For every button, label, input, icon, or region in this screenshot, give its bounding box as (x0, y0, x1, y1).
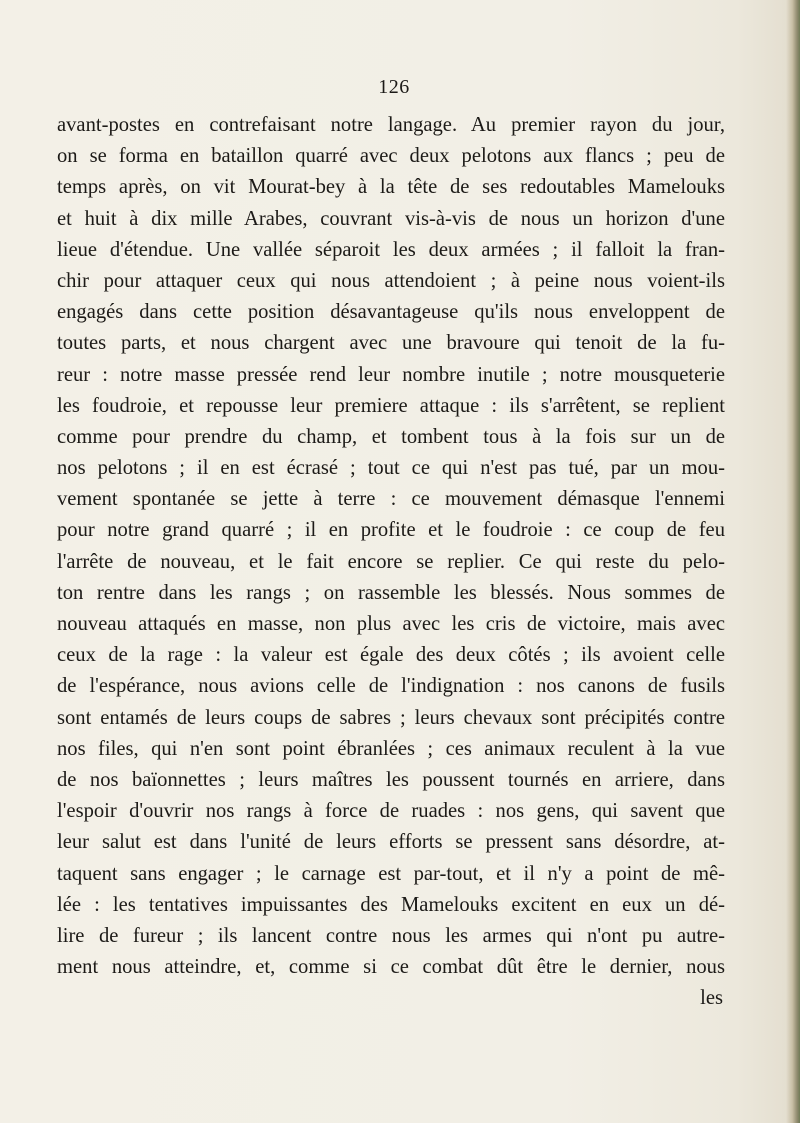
text-line-6: chir pour attaquer ceux qui nous attendoient ; à peine nous voient-ils (57, 269, 725, 292)
text-line-18: ceux de la rage : la valeur est égale des deux côtés ; ils avoient celle (57, 644, 725, 667)
text-line-20: sont entamés de leurs coups de sabres ; leurs chevaux sont précipités contre (57, 706, 725, 729)
text-line-3: temps après, on vit Mourat-bey à la tête de ses redoutables Mamelouks (57, 176, 725, 199)
page-edge-shadow (786, 0, 800, 1123)
text-line-17: nouveau attaqués en masse, non plus avec les cris de victoire, mais avec (57, 613, 725, 635)
text-line-9: reur : notre masse pressée rend leur nombre inutile ; notre mousqueterie (57, 363, 725, 386)
body-text (57, 110, 725, 1014)
text-line-5: lieue d'étendue. Une vallée séparoit les deux armées ; il falloit la fran- (57, 238, 725, 261)
text-line-11: comme pour prendre du champ, et tombent tous à la fois sur un de (57, 425, 725, 448)
text-line-23: l'espoir d'ouvrir nos rangs à force de ruades : nos gens, qui savent que (57, 800, 725, 823)
text-line-1: avant-postes en contrefaisant notre langage. Au premier rayon du jour, (57, 114, 725, 136)
text-line-7: engagés dans cette position désavantageuse qu'ils nous enveloppent de (57, 301, 725, 324)
text-line-10: les foudroie, et repousse leur premiere attaque : ils s'arrêtent, se replient (57, 394, 725, 417)
text-line-24: leur salut est dans l'unité de leurs efforts se pressent sans désordre, at- (57, 831, 725, 854)
text-line-8: toutes parts, et nous chargent avec une bravoure qui tenoit de la fu- (57, 332, 725, 355)
text-line-15: l'arrête de nouveau, et le fait encore se replier. Ce qui reste du pelo- (57, 550, 725, 573)
text-line-4: et huit à dix mille Arabes, couvrant vis-à-vis de nous un horizon d'une (57, 207, 725, 230)
text-line-16: ton rentre dans les rangs ; on rassemble les blessés. Nous sommes de (57, 581, 725, 604)
text-line-21: nos files, qui n'en sont point ébranlées ; ces animaux reculent à la vue (57, 737, 725, 760)
text-line-27: lire de fureur ; ils lancent contre nous les armes qui n'ont pu autre- (57, 924, 725, 947)
text-line-13: vement spontanée se jette à terre : ce mouvement démasque l'ennemi (57, 488, 725, 511)
text-line-2: on se forma en bataillon quarré avec deux pelotons aux flancs ; peu de (57, 145, 725, 168)
page-number: 126 (378, 76, 410, 98)
text-line-19: de l'espérance, nous avions celle de l'indignation : nos canons de fusils (57, 675, 725, 698)
text-line-22: de nos baïonnettes ; leurs maîtres les poussent tournés en arriere, dans (57, 768, 725, 791)
text-line-26: lée : les tentatives impuissantes des Mamelouks excitent en eux un dé- (57, 893, 725, 916)
text-line-28: ment nous atteindre, et, comme si ce combat dût être le dernier, nous (57, 956, 725, 979)
catchword: les (700, 987, 723, 1010)
text-line-12: nos pelotons ; il en est écrasé ; tout ce qui n'est pas tué, par un mou- (57, 457, 725, 480)
text-line-14: pour notre grand quarré ; il en profite et le foudroie : ce coup de feu (57, 519, 725, 542)
text-line-25: taquent sans engager ; le carnage est par-tout, et il n'y a point de mê- (57, 862, 725, 885)
